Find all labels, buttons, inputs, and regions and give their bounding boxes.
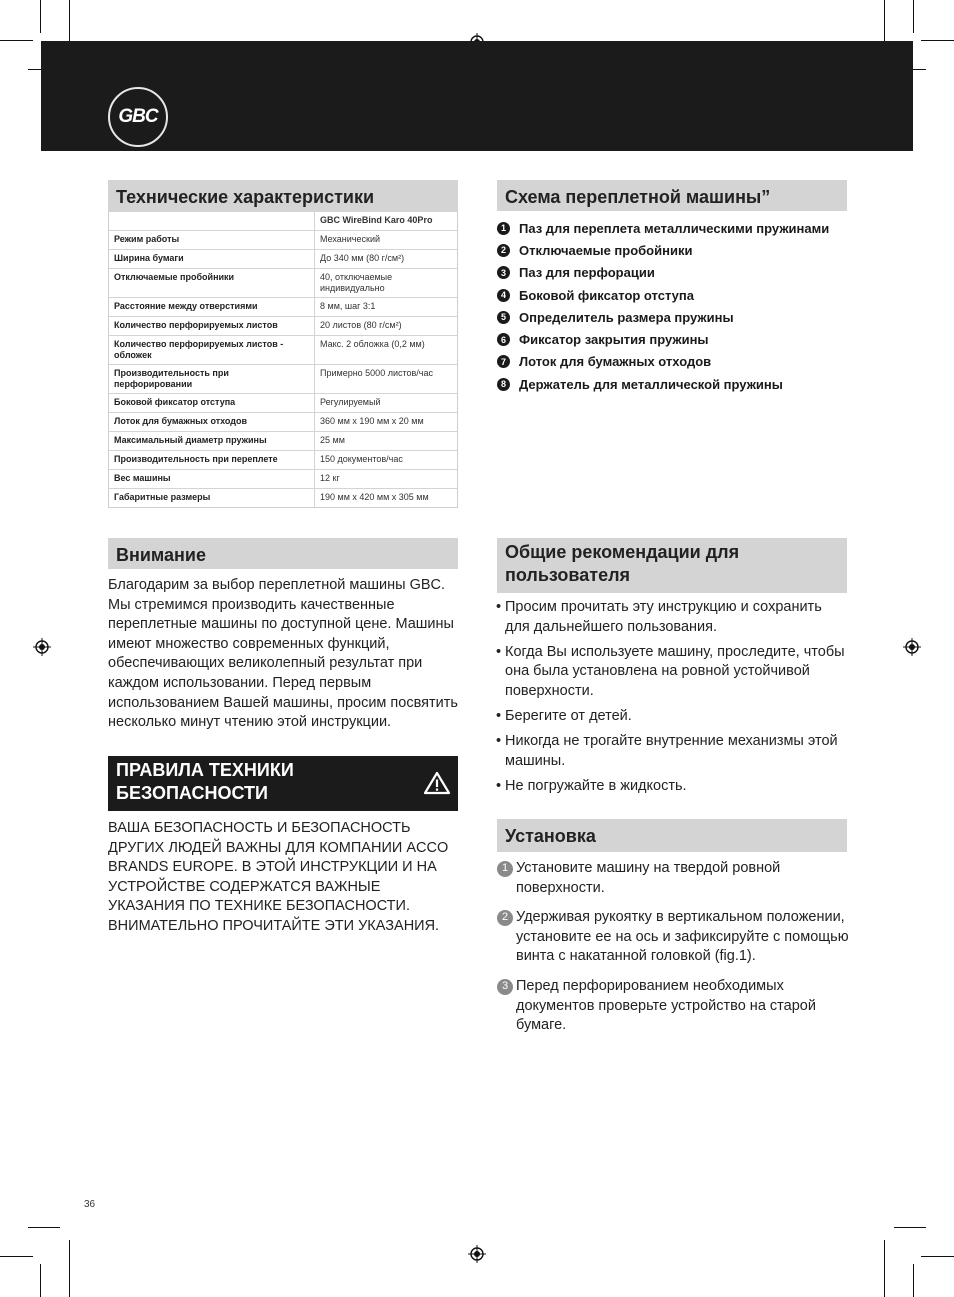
step-text: Удерживая рукоятку в вертикальном положении, установите ее на ось и зафиксируйте с помощью винта с накатанной головкой (fig.1). bbox=[516, 909, 849, 965]
item-label: Отключаемые пробойники bbox=[519, 242, 693, 258]
item-number: 4 bbox=[497, 289, 510, 302]
crop-mark bbox=[894, 1227, 926, 1228]
spec-value: 150 документов/час bbox=[315, 451, 458, 470]
spec-label: Количество перфорируемых листов bbox=[109, 317, 315, 336]
crop-mark bbox=[40, 0, 41, 33]
crop-mark bbox=[913, 0, 914, 33]
item-label: Определитель размера пружины bbox=[519, 309, 734, 325]
list-item bbox=[497, 284, 829, 306]
item-number: 6 bbox=[497, 333, 510, 346]
crop-mark bbox=[921, 1256, 954, 1257]
table-header-model: GBC WireBind Karo 40Pro bbox=[315, 212, 458, 231]
list-item bbox=[497, 373, 829, 395]
registration-mark-icon bbox=[468, 1245, 486, 1263]
item-label: Фиксатор закрытия пружины bbox=[519, 332, 709, 348]
spec-label: Производительность при переплете bbox=[109, 451, 315, 470]
specs-table bbox=[108, 211, 458, 508]
spec-value: Макс. 2 обложка (0,2 мм) bbox=[315, 336, 458, 365]
spec-value: До 340 мм (80 г/см²) bbox=[315, 250, 458, 269]
installation-steps bbox=[497, 859, 849, 1046]
crop-mark bbox=[884, 1240, 885, 1297]
registration-mark-icon bbox=[33, 638, 51, 656]
list-item bbox=[497, 239, 829, 261]
step-number: 3 bbox=[497, 979, 513, 995]
item-label: Паз для перфорации bbox=[519, 265, 655, 281]
recommendations-list bbox=[497, 598, 849, 802]
spec-value: 190 мм x 420 мм x 305 мм bbox=[315, 489, 458, 508]
item-number: 7 bbox=[497, 355, 510, 368]
safety-heading-text: ПРАВИЛА ТЕХНИКИ БЕЗОПАСНОСТИ bbox=[116, 760, 294, 803]
specs-heading: Технические характеристики bbox=[108, 180, 458, 211]
spec-label: Максимальный диаметр пружины bbox=[109, 432, 315, 451]
list-item: • Берегите от детей. bbox=[497, 707, 849, 727]
spec-value: 8 мм, шаг 3:1 bbox=[315, 298, 458, 317]
recommendations-heading-text: Общие рекомендации для пользователя bbox=[505, 542, 740, 585]
attention-text: Благодарим за выбор переплетной машины GBC. Мы стремимся производить качественные переплетные машины по доступной цене. Машины имеют множество современных функций, обеспечивающих великолепный результат при каждом использовании. Перед первым использованием Вашей машины, просим посвятить несколько минут чтению этой инструкции. bbox=[108, 577, 458, 731]
diagram-heading: Схема переплетной машины” bbox=[497, 180, 847, 211]
step-text: Перед перфорированием необходимых документов проверьте устройство на старой бумаге. bbox=[516, 977, 816, 1034]
list-item bbox=[497, 328, 829, 350]
table-row bbox=[109, 394, 458, 413]
spec-value: Регулируемый bbox=[315, 394, 458, 413]
spec-value: 360 мм x 190 мм x 20 мм bbox=[315, 413, 458, 432]
spec-value: Примерно 5000 листов/час bbox=[315, 365, 458, 394]
table-row bbox=[109, 250, 458, 269]
table-row bbox=[109, 470, 458, 489]
page-number: 36 bbox=[84, 1199, 96, 1210]
item-label: Лоток для бумажных отходов bbox=[519, 354, 712, 370]
installation-heading: Установка bbox=[497, 819, 847, 852]
item-number: 3 bbox=[497, 266, 510, 279]
item-number: 1 bbox=[497, 222, 510, 235]
safety-heading bbox=[108, 756, 458, 811]
table-row bbox=[109, 298, 458, 317]
header-band bbox=[41, 41, 913, 151]
registration-mark-icon bbox=[903, 638, 921, 656]
list-item bbox=[497, 908, 849, 967]
spec-label: Количество перфорируемых листов - обложек bbox=[109, 336, 315, 365]
crop-mark bbox=[0, 40, 33, 41]
recommendations-heading bbox=[497, 538, 847, 593]
spec-value: 20 листов (80 г/см²) bbox=[315, 317, 458, 336]
list-item bbox=[497, 351, 829, 373]
spec-label: Ширина бумаги bbox=[109, 250, 315, 269]
spec-label: Режим работы bbox=[109, 231, 315, 250]
spec-label: Производительность при перфорировании bbox=[109, 365, 315, 394]
list-item bbox=[497, 262, 829, 284]
spec-label: Отключаемые пробойники bbox=[109, 269, 315, 298]
item-number: 2 bbox=[497, 244, 510, 257]
list-item bbox=[497, 859, 849, 898]
gbc-logo: GBC bbox=[108, 87, 168, 147]
list-item: • Просим прочитать эту инструкцию и сохранить для дальнейшего пользования. bbox=[497, 598, 849, 637]
item-number: 8 bbox=[497, 378, 510, 391]
safety-text: ВАША БЕЗОПАСНОСТЬ И БЕЗОПАСНОСТЬ ДРУГИХ ЛЮДЕЙ ВАЖНЫ ДЛЯ КОМПАНИИ ACCO BRANDS EUROPE. В ЭТОЙ ИНСТРУКЦИИ И НА УСТРОЙСТВЕ СОДЕРЖАТСЯ ВАЖНЫЕ УКАЗАНИЯ ПО ТЕХНИКЕ БЕЗОПАСНОСТИ. ВНИМАТЕЛЬНО ПРОЧИТАЙТЕ ЭТИ УКАЗАНИЯ. bbox=[108, 820, 449, 934]
table-row bbox=[109, 432, 458, 451]
list-item: • Когда Вы используете машину, проследите, чтобы она была установлена на ровной устойчивой поверхности. bbox=[497, 643, 849, 702]
crop-mark bbox=[0, 1256, 33, 1257]
spec-value: Механический bbox=[315, 231, 458, 250]
list-item bbox=[497, 977, 849, 1036]
spec-label: Вес машины bbox=[109, 470, 315, 489]
crop-mark bbox=[28, 1227, 60, 1228]
table-row bbox=[109, 336, 458, 365]
table-row bbox=[109, 413, 458, 432]
item-number: 5 bbox=[497, 311, 510, 324]
step-number: 1 bbox=[497, 861, 513, 877]
table-row bbox=[109, 365, 458, 394]
spec-label: Расстояние между отверстиями bbox=[109, 298, 315, 317]
spec-label: Габаритные размеры bbox=[109, 489, 315, 508]
item-label: Паз для переплета металлическими пружинами bbox=[519, 220, 830, 236]
table-header-empty bbox=[109, 212, 315, 231]
table-row bbox=[109, 489, 458, 508]
crop-mark bbox=[69, 1240, 70, 1297]
crop-mark bbox=[913, 1264, 914, 1297]
table-row bbox=[109, 451, 458, 470]
spec-value: 25 мм bbox=[315, 432, 458, 451]
attention-heading: Внимание bbox=[108, 538, 458, 569]
list-item bbox=[497, 306, 829, 328]
table-header-row bbox=[109, 212, 458, 231]
warning-icon bbox=[423, 771, 451, 795]
list-item: • Никогда не трогайте внутренние механизмы этой машины. bbox=[497, 732, 849, 771]
step-number: 2 bbox=[497, 910, 513, 926]
table-row bbox=[109, 231, 458, 250]
spec-value: 40, отключаемые индивидуально bbox=[315, 269, 458, 298]
step-text: Установите машину на твердой ровной поверхности. bbox=[516, 860, 781, 896]
spec-label: Боковой фиксатор отступа bbox=[109, 394, 315, 413]
item-label: Боковой фиксатор отступа bbox=[519, 287, 694, 303]
crop-mark bbox=[40, 1264, 41, 1297]
table-row bbox=[109, 317, 458, 336]
parts-list bbox=[497, 217, 829, 395]
list-item bbox=[497, 217, 829, 239]
list-item: • Не погружайте в жидкость. bbox=[497, 777, 849, 797]
item-label: Держатель для металлической пружины bbox=[519, 376, 783, 392]
table-row bbox=[109, 269, 458, 298]
crop-mark bbox=[921, 40, 954, 41]
spec-label: Лоток для бумажных отходов bbox=[109, 413, 315, 432]
spec-value: 12 кг bbox=[315, 470, 458, 489]
